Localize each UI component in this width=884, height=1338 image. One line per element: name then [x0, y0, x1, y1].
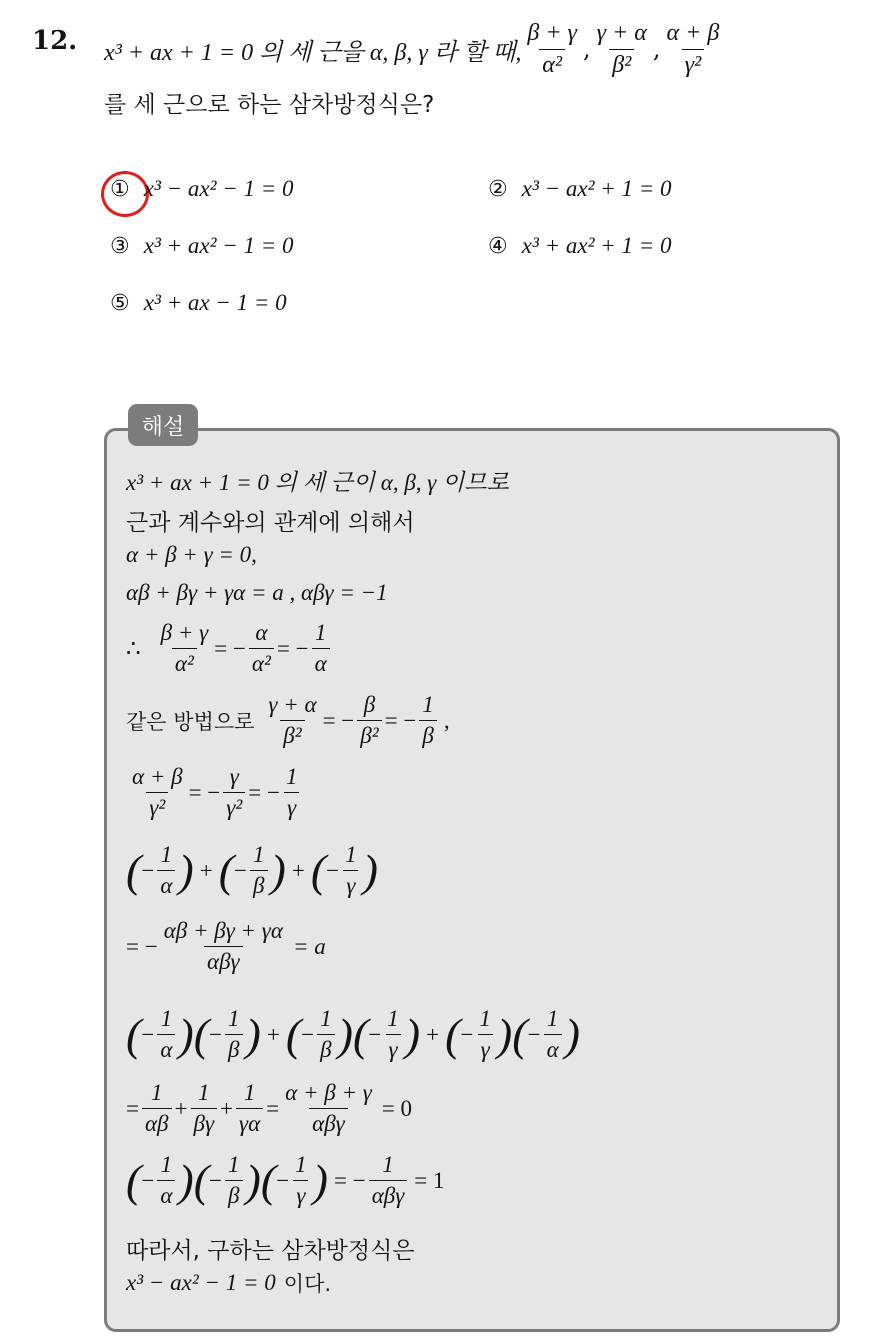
solution-line-6: 같은 방법으로 $\frac{\gamma + \alpha}{\text{β²}}$ = − $\frac{\beta}{\text{β²}}$ = − $\frac{1}{\beta}$ , [126, 692, 450, 748]
solution-line-10: ( − $\frac{1}{\alpha}$ ) ( − $\frac{1}{\beta}$ ) + ( − $\frac{1}{\beta}$ ) ( − $\frac{1}{\gamma}$ ) + ( − $\frac{1}{\gamma}$ ) ( − $\frac{1}{\alpha}$ ) [126, 1006, 580, 1062]
question-number: 12. [32, 26, 78, 56]
solution-line-7: $\frac{\alpha + \beta}{\text{γ²}}$ = − $\frac{\gamma}{\text{γ²}}$ = − $\frac{1}{\gamma}$ [132, 764, 298, 820]
solution-line-14: x³ − ax² − 1 = 0 이다. [126, 1270, 332, 1296]
solution-line-5: ∴ $\frac{\beta + \gamma}{\text{α²}}$ = − $\frac{\alpha}{\text{α²}}$ = − $\frac{1}{\alpha}$ [126, 620, 333, 677]
option-5[interactable]: ⑤ x³ + ax − 1 = 0 [110, 290, 287, 316]
stem-fraction-1: $\frac{\beta + \gamma}{\text{α²}}$ [527, 19, 577, 78]
stem-intro: x³ + ax + 1 = 0 의 세 근을 α, β, γ 라 할 때, [104, 39, 522, 66]
option-2[interactable]: ② x³ − ax² + 1 = 0 [488, 176, 672, 202]
solution-line-2: 근과 계수와의 관계에 의해서 [126, 510, 415, 536]
solution-line-4: αβ + βγ + γα = a , αβγ = −1 [126, 580, 388, 605]
solution-line-1: x³ + ax + 1 = 0 의 세 근이 α, β, γ 이므로 [126, 470, 509, 495]
solution-line-9: = − $\frac{\alpha\beta + \beta\gamma + \gamma\alpha}{\text{αβγ}}$ = a [126, 918, 326, 974]
solution-line-12: ( − $\frac{1}{\alpha}$ ) ( − $\frac{1}{\beta}$ ) ( − $\frac{1}{\gamma}$ ) = − $\frac{1}{\text{αβγ}}$ = 1 [126, 1152, 445, 1208]
option-3[interactable]: ③ x³ + ax² − 1 = 0 [110, 233, 294, 259]
solution-line-3: α + β + γ = 0, [126, 542, 257, 567]
stem-fraction-3: $\frac{\alpha + \beta}{\text{γ²}}$ [666, 19, 720, 78]
option-1[interactable]: ① x³ − ax² − 1 = 0 [110, 176, 294, 202]
solution-label: 해설 [128, 404, 198, 446]
option-4[interactable]: ④ x³ + ax² + 1 = 0 [488, 233, 672, 259]
stem-fraction-2: $\frac{\gamma + \alpha}{\text{β²}}$ [596, 19, 647, 78]
solution-line-8: ( − $\frac{1}{\alpha}$ ) + ( − $\frac{1}{\beta}$ ) + ( − $\frac{1}{\gamma}$ ) [126, 842, 378, 898]
solution-line-13: 따라서, 구하는 삼차방정식은 [126, 1238, 415, 1264]
question-stem-line1: x³ + ax + 1 = 0 의 세 근을 α, β, γ 라 할 때, $\frac{\beta + \gamma}{\text{α²}}$ , $\frac{\gamma + \alpha}{\text{β²}}$ , $\frac{\alpha + \beta}{\text{γ²}}$ [104, 14, 725, 84]
question-stem-line2: 를 세 근으로 하는 삼차방정식은? [104, 92, 435, 118]
solution-line-11: = $\frac{1}{\alpha\beta}$ + $\frac{1}{\beta\gamma}$ + $\frac{1}{\gamma\alpha}$ = $\frac{\alpha + \beta + \gamma}{\text{αβγ}}$ = 0 [126, 1080, 413, 1136]
